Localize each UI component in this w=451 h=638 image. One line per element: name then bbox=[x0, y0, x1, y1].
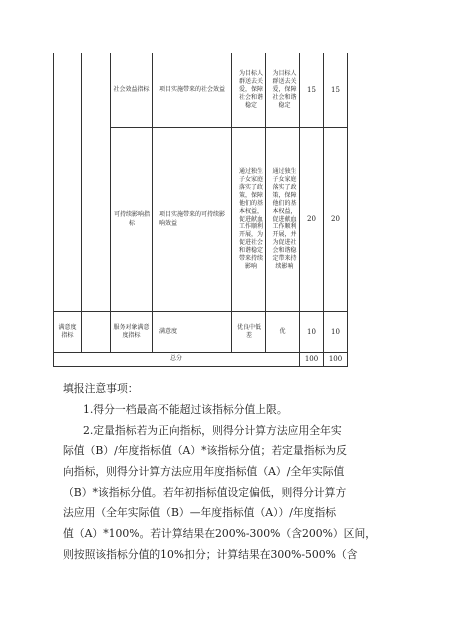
actual-cell bbox=[272, 53, 297, 127]
column-divider bbox=[265, 53, 266, 352]
total-weight-cell bbox=[300, 353, 323, 366]
column-divider bbox=[152, 53, 153, 352]
score-value: 10 bbox=[331, 327, 340, 336]
target-text: 为目标人群送去关爱，保障社会和谐稳定 bbox=[239, 70, 264, 109]
target-text: 通过独生子女家庭落实了政策，保障他们的基本权益，促进献血工作顺利开展，为促进社会和谐稳定带来持续影响 bbox=[239, 168, 264, 270]
weight-cell bbox=[300, 128, 323, 311]
notes-line: 向指标，则得分计算方法应用年度指标值（A）/全年实际值 bbox=[63, 465, 345, 478]
actual-cell bbox=[266, 312, 299, 352]
weight-cell bbox=[300, 53, 323, 127]
notes-heading: 填报注意事项： bbox=[63, 382, 139, 395]
weight-value: 15 bbox=[307, 85, 316, 94]
notes-line: 2.定量指标若为正向指标，则得分计算方法应用全年实 bbox=[83, 424, 342, 437]
content-cell bbox=[159, 128, 229, 311]
total-label-cell bbox=[53, 353, 299, 366]
notes-line: （B）*该指标分值。若年初指标值设定偏低，则得分计算方 bbox=[63, 486, 347, 499]
table-border-bottom bbox=[53, 366, 348, 367]
weight-cell bbox=[300, 312, 323, 352]
target-cell bbox=[239, 128, 263, 311]
actual-text: 通过独生子女家庭落实了政策，保障他们的基本权益，促进献血工作顺利开展，并为促进社会和谐稳定带来持续影响 bbox=[272, 168, 297, 270]
column-divider bbox=[110, 53, 111, 352]
content-text: 项目实施带来的可持续影响效益 bbox=[159, 211, 226, 227]
total-score-cell bbox=[324, 353, 347, 366]
total-label: 总分 bbox=[169, 355, 182, 363]
content-cell bbox=[159, 53, 229, 127]
table-border-left bbox=[53, 53, 54, 367]
indicator-text: 社会效益指标 bbox=[113, 85, 150, 93]
table-border-right bbox=[347, 53, 348, 367]
notes-line: 法应用（全年实际值（B）—年度指标值（A））/年度指标 bbox=[63, 506, 337, 519]
score-value: 20 bbox=[331, 215, 340, 224]
actual-text: 优 bbox=[279, 327, 286, 335]
target-text: 优良中低差 bbox=[236, 323, 261, 339]
indicator-cell bbox=[114, 128, 150, 311]
content-cell bbox=[159, 312, 229, 352]
content-text: 项目实施带来的社会效益 bbox=[159, 85, 226, 93]
notes-line: 际值（B）/年度指标值（A）*该指标分值；若定量指标为反 bbox=[63, 444, 347, 457]
notes-line: 则按照该指标分值的10%扣分；计算结果在300%-500%（含 bbox=[63, 548, 358, 561]
indicator-text: 可持续影响指标 bbox=[114, 211, 151, 227]
column-divider bbox=[81, 53, 82, 352]
actual-text: 为目标人群送去关爱，保障社会和谐稳定 bbox=[272, 70, 297, 109]
indicator-cell bbox=[112, 53, 151, 127]
indicator-text: 服务对象满意度指标 bbox=[113, 323, 150, 339]
notes-line: 值（A）*100%。若计算结果在200%-300%（含200%）区间， bbox=[63, 527, 377, 540]
actual-cell bbox=[272, 128, 297, 311]
notes-line: 1.得分一档最高不能超过该指标分值上限。 bbox=[83, 403, 288, 416]
target-cell bbox=[239, 53, 263, 127]
total-score: 100 bbox=[328, 355, 343, 364]
total-weight: 100 bbox=[304, 355, 319, 364]
category-text: 满意度指标 bbox=[58, 323, 77, 339]
indicator-cell bbox=[112, 312, 151, 352]
performance-table bbox=[53, 53, 400, 367]
category-cell bbox=[58, 312, 77, 352]
weight-value: 10 bbox=[307, 327, 316, 336]
column-divider bbox=[231, 53, 232, 352]
target-cell bbox=[235, 312, 263, 352]
weight-value: 20 bbox=[307, 215, 316, 224]
score-cell bbox=[324, 128, 347, 311]
score-cell bbox=[324, 53, 347, 127]
score-value: 15 bbox=[331, 85, 340, 94]
content-text: 满意度 bbox=[159, 327, 178, 335]
score-cell bbox=[324, 312, 347, 352]
